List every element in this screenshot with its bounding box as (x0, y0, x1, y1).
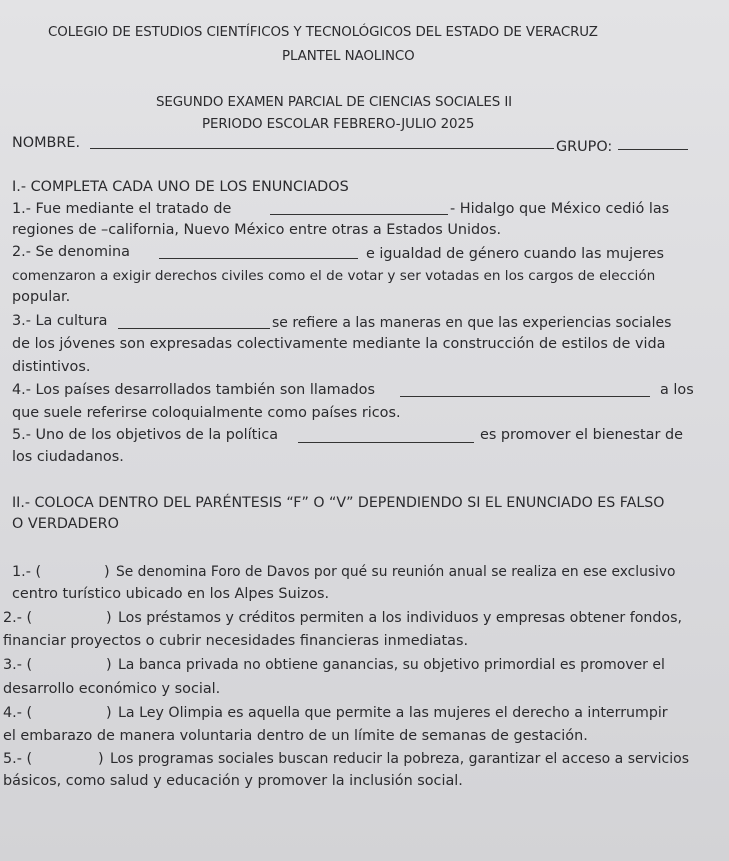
name-label: NOMBRE. (12, 135, 81, 151)
campus-name: PLANTEL NAOLINCO (282, 49, 415, 64)
q3-text-c: de los jóvenes son expresadas colectivamente mediante la construcción de estilos de vida (12, 336, 666, 352)
q3-text-b: se refiere a las maneras en que las experiencias sociales (272, 315, 672, 331)
tf-statement-a: Los préstamos y créditos permiten a los individuos y empresas obtener fondos, (118, 610, 682, 626)
q5-text-a: 5.- Uno de los objetivos de la política (12, 427, 279, 443)
q4-blank[interactable] (400, 396, 650, 397)
tf-statement-a: Los programas sociales buscan reducir la pobreza, garantizar el acceso a servicios (110, 751, 689, 767)
tf-item-number: 5.- ( (3, 751, 33, 767)
q2-text-b: e igualdad de género cuando las mujeres (366, 246, 664, 262)
tf-answer-paren[interactable]: ) (106, 705, 112, 721)
q2-text-d: popular. (12, 289, 71, 305)
section1-title: I.- COMPLETA CADA UNO DE LOS ENUNCIADOS (12, 179, 349, 195)
section2-title-b: O VERDADERO (12, 516, 120, 532)
name-field[interactable] (90, 148, 554, 149)
q2-text-a: 2.- Se denomina (12, 244, 130, 260)
q3-text-a: 3.- La cultura (12, 313, 108, 329)
q5-text-b: es promover el bienestar de (480, 427, 683, 443)
tf-answer-paren[interactable]: ) (104, 564, 110, 580)
q3-text-d: distintivos. (12, 359, 91, 375)
tf-item-number: 1.- ( (12, 564, 42, 580)
q3-blank[interactable] (118, 328, 270, 329)
school-name: COLEGIO DE ESTUDIOS CIENTÍFICOS Y TECNOLÓGICOS DEL ESTADO DE VERACRUZ (48, 25, 598, 40)
tf-statement-a: La Ley Olimpia es aquella que permite a las mujeres el derecho a interrumpir (118, 705, 668, 721)
q1-blank[interactable] (270, 214, 448, 215)
q1-text-c: regiones de –california, Nuevo México entre otras a Estados Unidos. (12, 222, 502, 238)
tf-statement-b: centro turístico ubicado en los Alpes Suizos. (12, 586, 330, 602)
q4-text-a: 4.- Los países desarrollados también son llamados (12, 382, 375, 398)
exam-period: PERIODO ESCOLAR FEBRERO-JULIO 2025 (202, 117, 475, 132)
q4-text-b: a los (660, 382, 694, 398)
section2-title-a: II.- COLOCA DENTRO DEL PARÉNTESIS “F” O “V” DEPENDIENDO SI EL ENUNCIADO ES FALSO (12, 495, 665, 511)
tf-statement-b: desarrollo económico y social. (3, 681, 221, 697)
tf-statement-b: básicos, como salud y educación y promover la inclusión social. (3, 773, 463, 789)
q5-text-c: los ciudadanos. (12, 449, 124, 465)
tf-answer-paren[interactable]: ) (106, 610, 112, 626)
q5-blank[interactable] (298, 442, 474, 443)
tf-statement-a: La banca privada no obtiene ganancias, su objetivo primordial es promover el (118, 657, 665, 673)
tf-answer-paren[interactable]: ) (98, 751, 104, 767)
tf-statement-b: el embarazo de manera voluntaria dentro de un límite de semanas de gestación. (3, 728, 588, 744)
group-field[interactable] (618, 149, 688, 150)
exam-title: SEGUNDO EXAMEN PARCIAL DE CIENCIAS SOCIALES II (156, 95, 513, 110)
tf-statement-b: financiar proyectos o cubrir necesidades financieras inmediatas. (3, 633, 469, 649)
q1-text-a: 1.- Fue mediante el tratado de (12, 201, 232, 217)
tf-item-number: 4.- ( (3, 705, 33, 721)
q1-text-b: - Hidalgo que México cedió las (450, 201, 670, 217)
q2-text-c: comenzaron a exigir derechos civiles como el de votar y ser votadas en los cargos de elección (12, 268, 656, 284)
tf-item-number: 2.- ( (3, 610, 33, 626)
q4-text-c: que suele referirse coloquialmente como países ricos. (12, 405, 401, 421)
tf-statement-a: Se denomina Foro de Davos por qué su reunión anual se realiza en ese exclusivo (116, 564, 676, 580)
group-label: GRUPO: (556, 139, 613, 155)
tf-answer-paren[interactable]: ) (106, 657, 112, 673)
q2-blank[interactable] (159, 258, 358, 259)
tf-item-number: 3.- ( (3, 657, 33, 673)
